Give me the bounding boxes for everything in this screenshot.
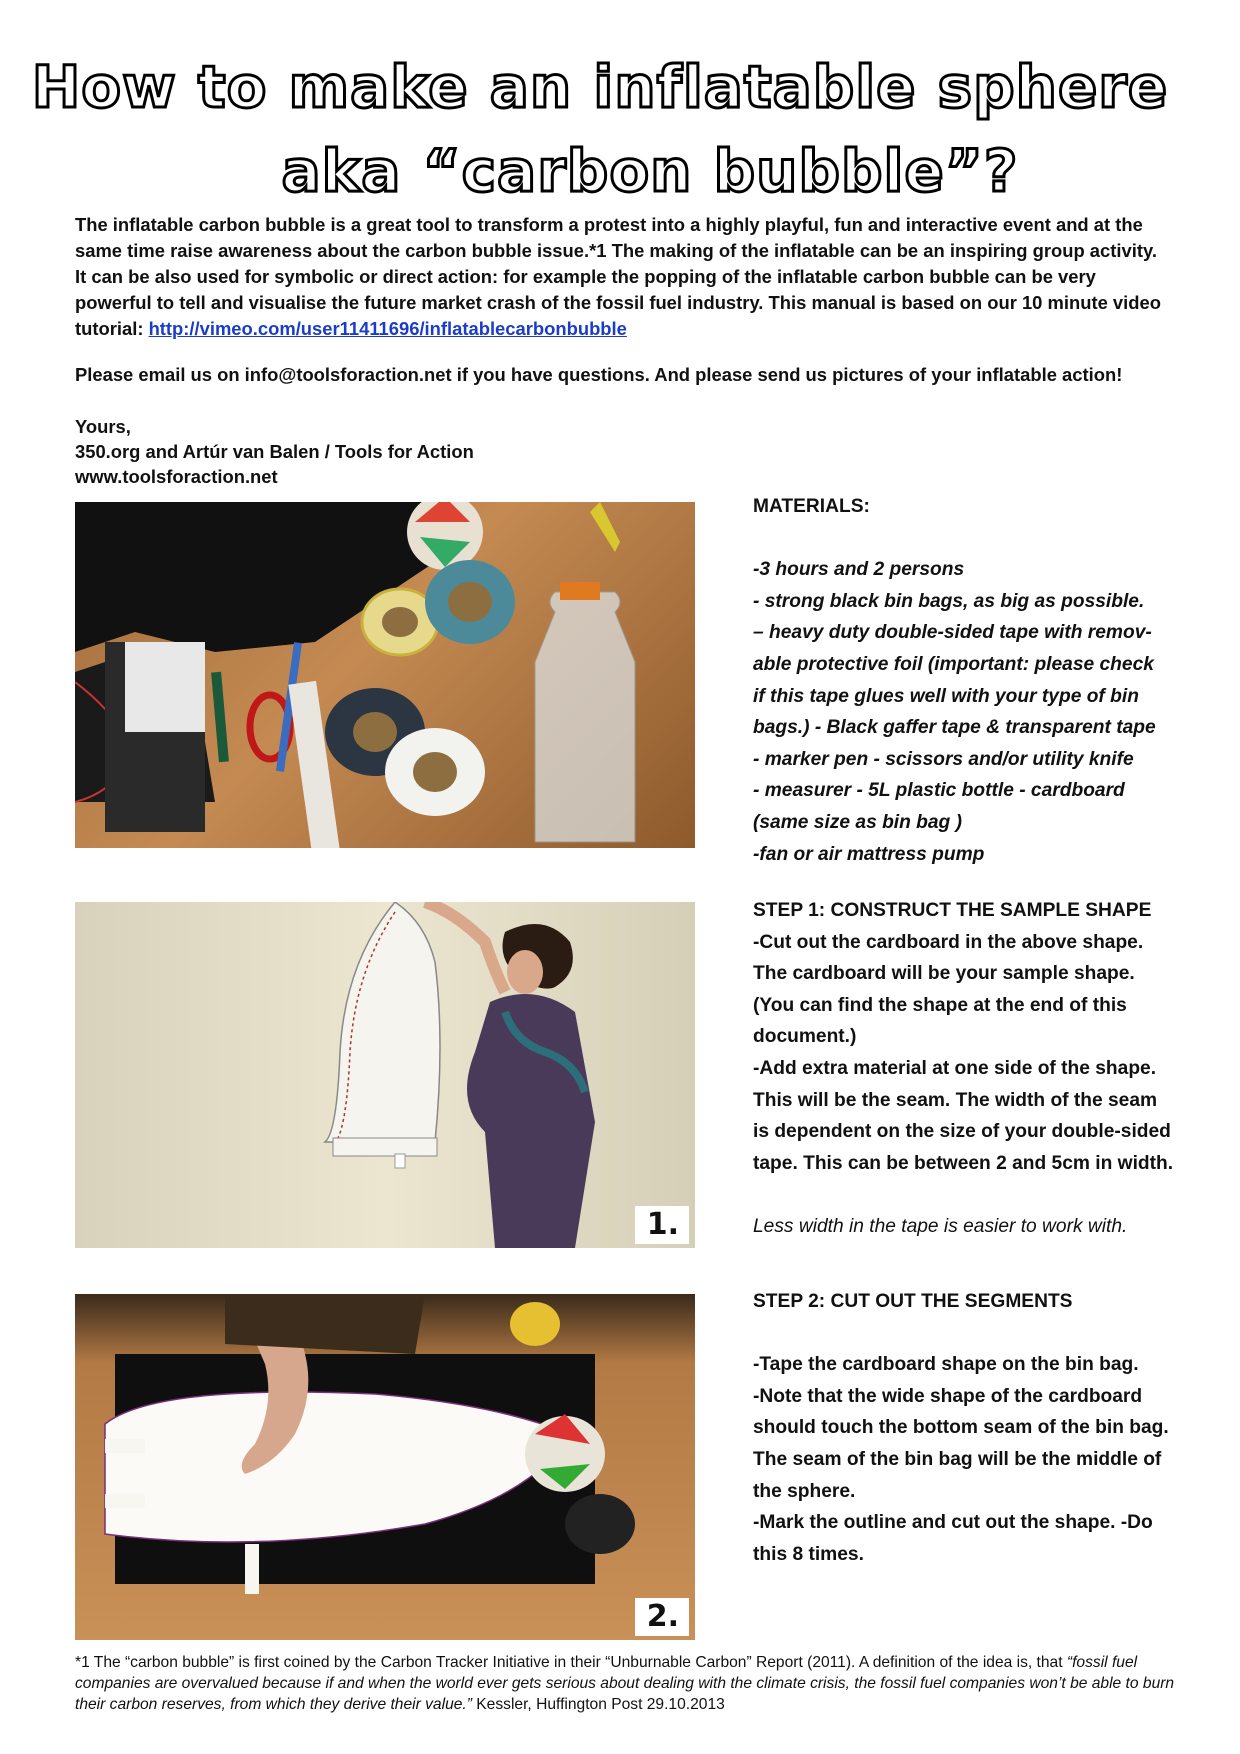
footnote [75,1652,1175,1715]
step1-line: tape. This can be between 2 and 5cm in width. [753,1152,1174,1174]
step1-line: The cardboard will be your sample shape. [753,963,1135,985]
step1-line: (You can find the shape at the end of this [753,994,1127,1016]
materials-line: - strong black bin bags, as big as possible. [753,590,1145,612]
intro-text: The inflatable carbon bubble is a great tool to transform a protest into a highly playful, fun and interactive event and at the same time raise awareness about the carbon bubble issue.*1 The making of the inflatable can be an inspiring group activity. It can be also used for symbolic or direct action: for example the popping of the inflatable carbon bubble can be very powerful to tell and visualise the future market crash of the fossil fuel industry. This manual is based on our 10 minute video tutorial: [75,214,1161,339]
materials-section [753,491,1183,870]
signature [75,414,1170,489]
materials-line: - measurer - 5L plastic bottle - cardboard [753,780,1125,802]
materials-line: -3 hours and 2 persons [753,559,965,581]
step2-line: should touch the bottom seam of the bin bag. [753,1417,1169,1439]
materials-line: – heavy duty double-sided tape with remov- [753,622,1152,644]
step2-photo [75,1294,695,1640]
step2-line: -Mark the outline and cut out the shape. -Do [753,1512,1153,1534]
step2-line: the sphere. [753,1480,856,1502]
step1-heading: STEP 1: CONSTRUCT THE SAMPLE SHAPE [753,900,1152,921]
step1-line: -Cut out the cardboard in the above shape. [753,931,1144,953]
step2-section [753,1286,1183,1570]
step2-line: The seam of the bin bag will be the middle of [753,1448,1162,1470]
step2-heading: STEP 2: CUT OUT THE SEGMENTS [753,1291,1073,1312]
step1-line: document.) [753,1026,857,1048]
footnote-quote: “fossil fuel companies are overvalued because if and when the world ever gets serious about dealing with the climate crisis, the fossil fuel companies won’t be able to burn their carbon reserves, from which they derive their value.” [75,1654,1175,1713]
cut-segments-illustration [75,1294,695,1640]
footnote-source: Kessler, Huffington Post 29.10.2013 [471,1696,725,1713]
step2-line: -Note that the wide shape of the cardboard [753,1385,1143,1407]
signature-org: 350.org and Artúr van Balen / Tools for Action [75,441,474,462]
step1-line: -Add extra material at one side of the shape. [753,1057,1157,1079]
materials-photo [75,502,695,848]
materials-line: bags.) - Black gaffer tape & transparent tape [753,717,1156,739]
materials-line: - marker pen - scissors and/or utility knife [753,748,1134,770]
materials-line: -fan or air mattress pump [753,843,985,865]
step1-line: This will be the seam. The width of the seam [753,1089,1158,1111]
page-title-line-1: How to make an inflatable sphere [31,53,1169,121]
page-title-line-2: aka “carbon bubble”? [281,137,1019,205]
email-line: Please email us on info@toolsforaction.net if you have questions. And please send us pictures of your inflatable action! [75,364,1123,385]
video-tutorial-link[interactable]: http://vimeo.com/user11411696/inflatablecarbonbubble [148,318,627,339]
step1-note: Less width in the tape is easier to work with. [753,1215,1128,1237]
materials-line: able protective foil (important: please check [753,653,1154,675]
sample-shape-illustration [75,902,695,1248]
signature-yours: Yours, [75,416,131,437]
materials-line: if this tape glues well with your type of bin [753,685,1139,707]
footnote-text: *1 The “carbon bubble” is first coined by the Carbon Tracker Initiative in their “Unburnable Carbon” Report (2011). A definition of the idea is, that [75,1654,1067,1671]
step1-section [753,895,1183,1243]
step2-line: -Tape the cardboard shape on the bin bag. [753,1354,1139,1376]
step2-line: this 8 times. [753,1543,864,1565]
step1-photo [75,902,695,1248]
materials-line: (same size as bin bag ) [753,811,963,833]
intro-paragraph [75,212,1170,342]
step-number-2: 2. [635,1598,689,1636]
step1-line: is dependent on the size of your double-sided [753,1121,1171,1143]
step-number-1: 1. [635,1206,689,1244]
materials-illustration [75,502,695,848]
signature-website: www.toolsforaction.net [75,466,278,487]
materials-heading: MATERIALS: [753,496,870,517]
